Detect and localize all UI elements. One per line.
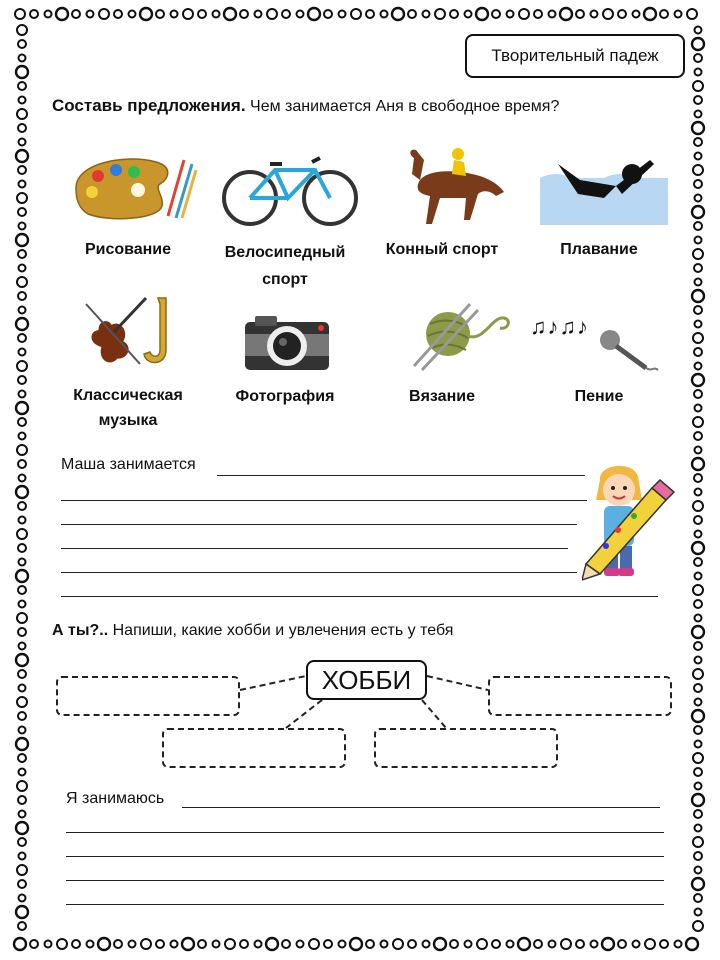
task-bold: Составь предложения. [52, 96, 246, 115]
hobby-caption-swimming: Плавание [560, 241, 638, 258]
hobby-caption-singing: Пение [574, 388, 624, 405]
section2-bold: А ты?.. [52, 622, 109, 639]
hobby-center-word: ХОББИ [306, 660, 427, 700]
answer-line[interactable] [182, 807, 660, 808]
hobby-box-1[interactable] [56, 676, 240, 716]
hobby-box-4[interactable] [374, 728, 558, 768]
hobby-box-3[interactable] [162, 728, 346, 768]
answer-line[interactable] [66, 832, 664, 833]
answer-line[interactable] [66, 904, 664, 905]
section2-instruction: Напиши, какие хобби и увлечения есть у тебя [112, 622, 454, 639]
hobby-caption-cycling: Велосипедный спорт [224, 244, 346, 288]
hobby-caption-horse-riding: Конный спорт [385, 241, 499, 258]
hobby-caption-knitting: Вязание [409, 388, 475, 405]
grammar-topic-label: Творительный падеж [465, 34, 685, 78]
answer-start-label: Я занимаюсь [66, 790, 165, 807]
hobby-box-2[interactable] [488, 676, 672, 716]
hobby-caption-drawing: Рисование [84, 241, 172, 258]
music-notes: ♫♪♫♪ [530, 314, 589, 339]
task-question: Чем занимается Аня в свободное время? [250, 98, 560, 115]
hobby-caption-photography: Фотография [235, 388, 335, 405]
answer-line[interactable] [66, 880, 664, 881]
sentence-start-label: Маша занимается [61, 456, 196, 473]
hobby-caption-classical-music: Классическая музыка [73, 387, 183, 429]
answer-line[interactable] [66, 856, 664, 857]
